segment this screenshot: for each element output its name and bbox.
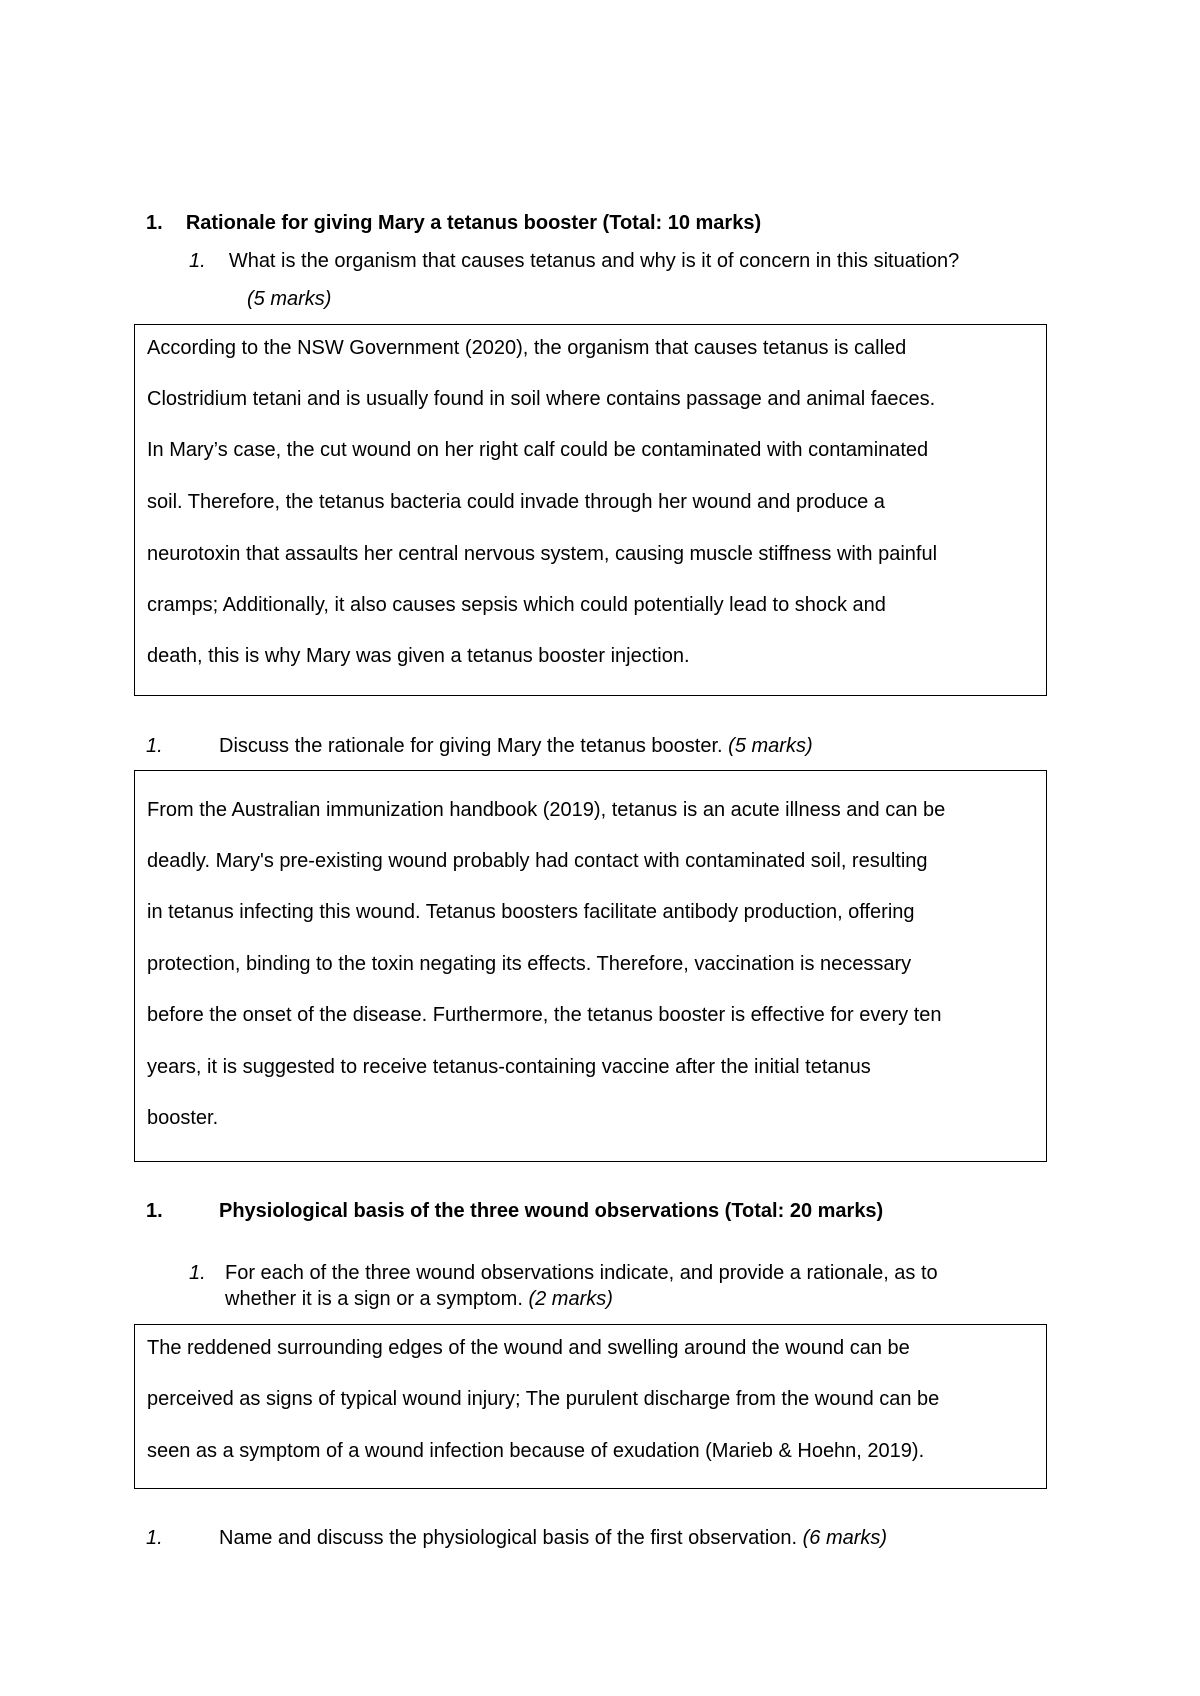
answer2-line: years, it is suggested to receive tetanus-containing vaccine after the initial tetanus [147, 1056, 871, 1078]
section1-question1 [189, 250, 959, 273]
section1-q1-number: 1. [189, 250, 206, 272]
section2-q1-text-line2: whether it is a sign or a symptom. [225, 1288, 523, 1310]
answer3-line: The reddened surrounding edges of the wound and swelling around the wound can be [147, 1337, 910, 1359]
section2-q2-marks: (6 marks) [802, 1527, 888, 1549]
answer1-line: In Mary’s case, the cut wound on her right calf could be contaminated with contaminated [147, 439, 929, 461]
section1-q2-text-row [219, 735, 813, 758]
section1-q2-number: 1. [146, 735, 163, 757]
answer3-line: perceived as signs of typical wound injury; The purulent discharge from the wound can be [147, 1388, 940, 1410]
section1-q1-text: What is the organism that causes tetanus and why is it of concern in this situation? [228, 250, 960, 272]
section1-q2-text: Discuss the rationale for giving Mary the tetanus booster. [219, 735, 723, 757]
answer3-line: seen as a symptom of a wound infection because of exudation (Marieb & Hoehn, 2019). [147, 1440, 925, 1462]
section1-heading [146, 212, 761, 235]
section1-q2-marks: (5 marks) [728, 735, 813, 757]
section2-title: Physiological basis of the three wound observations (Total: 20 marks) [219, 1200, 884, 1222]
answer1-line: cramps; Additionally, it also causes sepsis which could potentially lead to shock and [147, 594, 886, 616]
section2-number: 1. [146, 1200, 163, 1222]
answer1-line: Clostridium tetani and is usually found in soil where contains passage and animal faeces. [147, 388, 936, 410]
answer1-line: According to the NSW Government (2020), the organism that causes tetanus is called [147, 337, 907, 359]
answer2-line: in tetanus infecting this wound. Tetanus boosters facilitate antibody production, offering [147, 901, 915, 923]
answer1-line: neurotoxin that assaults her central nervous system, causing muscle stiffness with painful [147, 543, 938, 565]
answer2-line: before the onset of the disease. Furthermore, the tetanus booster is effective for every ten [147, 1004, 942, 1026]
section2-q2-text: Name and discuss the physiological basis of the first observation. [219, 1527, 798, 1549]
section2-q2-number: 1. [146, 1527, 163, 1549]
section1-number: 1. [146, 212, 163, 234]
answer2-line: protection, binding to the toxin negating its effects. Therefore, vaccination is necessary [147, 953, 912, 975]
section2-q2-text-row [219, 1527, 887, 1550]
answer2-line: booster. [147, 1107, 219, 1129]
section2-q1-number: 1. [189, 1262, 206, 1284]
answer-box-2 [134, 770, 1047, 1162]
section2-question1 [189, 1262, 206, 1285]
answer1-line: death, this is why Mary was given a tetanus booster injection. [147, 645, 690, 667]
answer-box-3 [134, 1324, 1047, 1489]
section2-q1-text-line2-row [225, 1288, 613, 1311]
answer2-line: deadly. Mary's pre-existing wound probably had contact with contaminated soil, resulting [147, 850, 928, 872]
section2-q1-text-line1: For each of the three wound observations indicate, and provide a rationale, as to [225, 1262, 938, 1284]
section1-title: Rationale for giving Mary a tetanus booster (Total: 10 marks) [185, 212, 762, 234]
section1-question2 [146, 735, 163, 758]
answer1-line: soil. Therefore, the tetanus bacteria could invade through her wound and produce a [147, 491, 885, 513]
answer-box-1 [134, 324, 1047, 696]
section2-q1-marks: (2 marks) [528, 1288, 613, 1310]
answer2-line: From the Australian immunization handbook (2019), tetanus is an acute illness and can be [147, 799, 946, 821]
section2-question2 [146, 1527, 163, 1550]
section1-q1-marks: (5 marks) [247, 288, 332, 310]
